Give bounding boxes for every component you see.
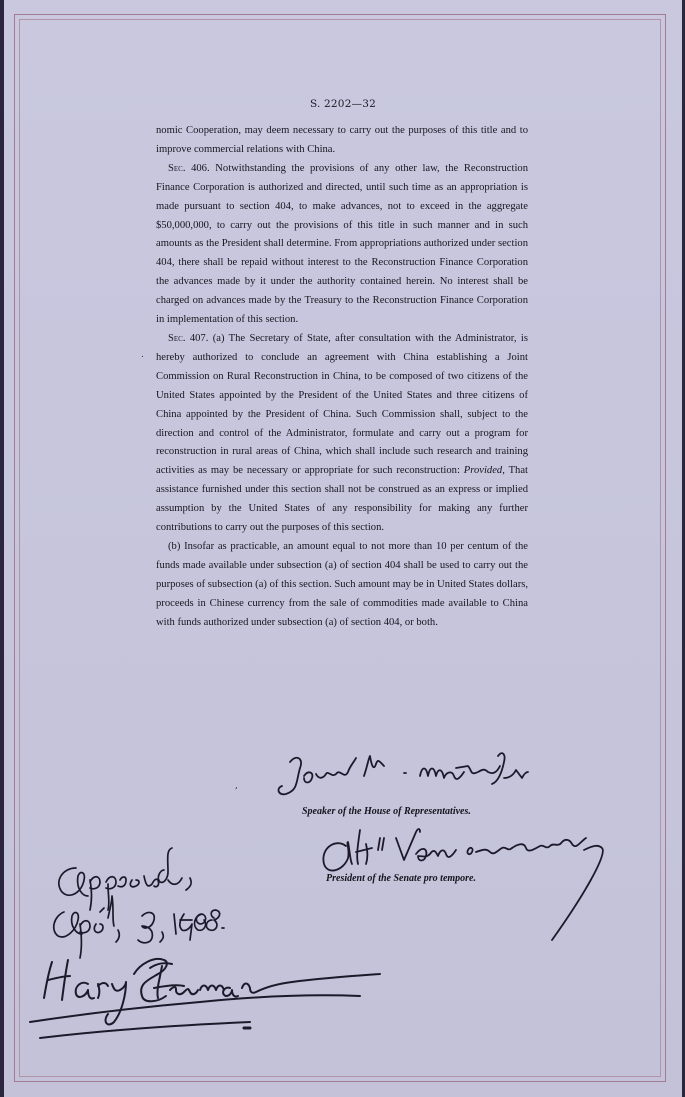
president-pro-tem-signature [323,829,602,940]
truman-signature [30,959,380,1038]
approval-handwriting [54,848,224,958]
bill-number: S. 2202—32 [309,98,377,110]
section-lead: Sec. 407. [168,332,209,344]
section-lead: Sec. 406. [168,162,210,174]
section-text: (a) The Secretary of State, after consultation with the Administrator, is hereby authorized to conclude an agreement with China establishing a Joint Commission on Rural Reconstruction in China, to be composed of two citizens of the United States appointed by the President of the United States and three citizens of China appointed by the President of China. Such Commission shall, subject to the direction and control of the Administrator, formulate and carry out a program for reconstruction in rural areas of China, which shall include such research and training activities as may be necessary or appropriate for such reconstruction: [156,332,528,477]
speaker-signature [279,753,528,794]
section-text-after: That assistance furnished under this section shall not be construed as an express or implied assumption by the United States of any responsibility for making any further contributions to carry out the purposes of this section. [156,465,528,534]
provided-clause: Provided, [463,465,505,477]
speaker-title: Speaker of the House of Representatives. [302,806,471,817]
paragraph-continuation: nomic Cooperation, may deem necessary to carry out the purposes of this title and to improve commercial relations with China. [156,125,528,155]
president-pro-tem-title: President of the Senate pro tempore. [326,873,476,884]
document-page [4,0,682,1097]
margin-mark: . [141,350,144,360]
handwritten-signatures [4,0,682,1097]
paragraph-sec-407b: (b) Insofar as practicable, an amount equal to not more than 10 per centum of the funds made available under subsection (a) of section 404 shall be used to carry out the purposes of subsection (a) of this section. Such amount may be in United States dollars, proceeds in Chinese currency from the sale of commodities made available to China with funds authorized under subsection (a) of section 404, or both. [156,540,528,628]
margin-mark: , [235,781,238,791]
section-text: Notwithstanding the provisions of any other law, the Reconstruction Finance Corporation is authorized and directed, until such time as an appropriation is made pursuant to section 404, to make advances, not to exceed in the aggregate $50,000,000, to carry out the provisions of this title in such manner and in such amounts as the President shall determine. From appropriations authorized under section 404, there shall be repaid without interest to the Reconstruction Finance Corporation the advances made by it under the authority contained herein. No interest shall be charged on advances made by the Treasury to the Reconstruction Finance Corporation in implementation of this section. [156,162,528,326]
